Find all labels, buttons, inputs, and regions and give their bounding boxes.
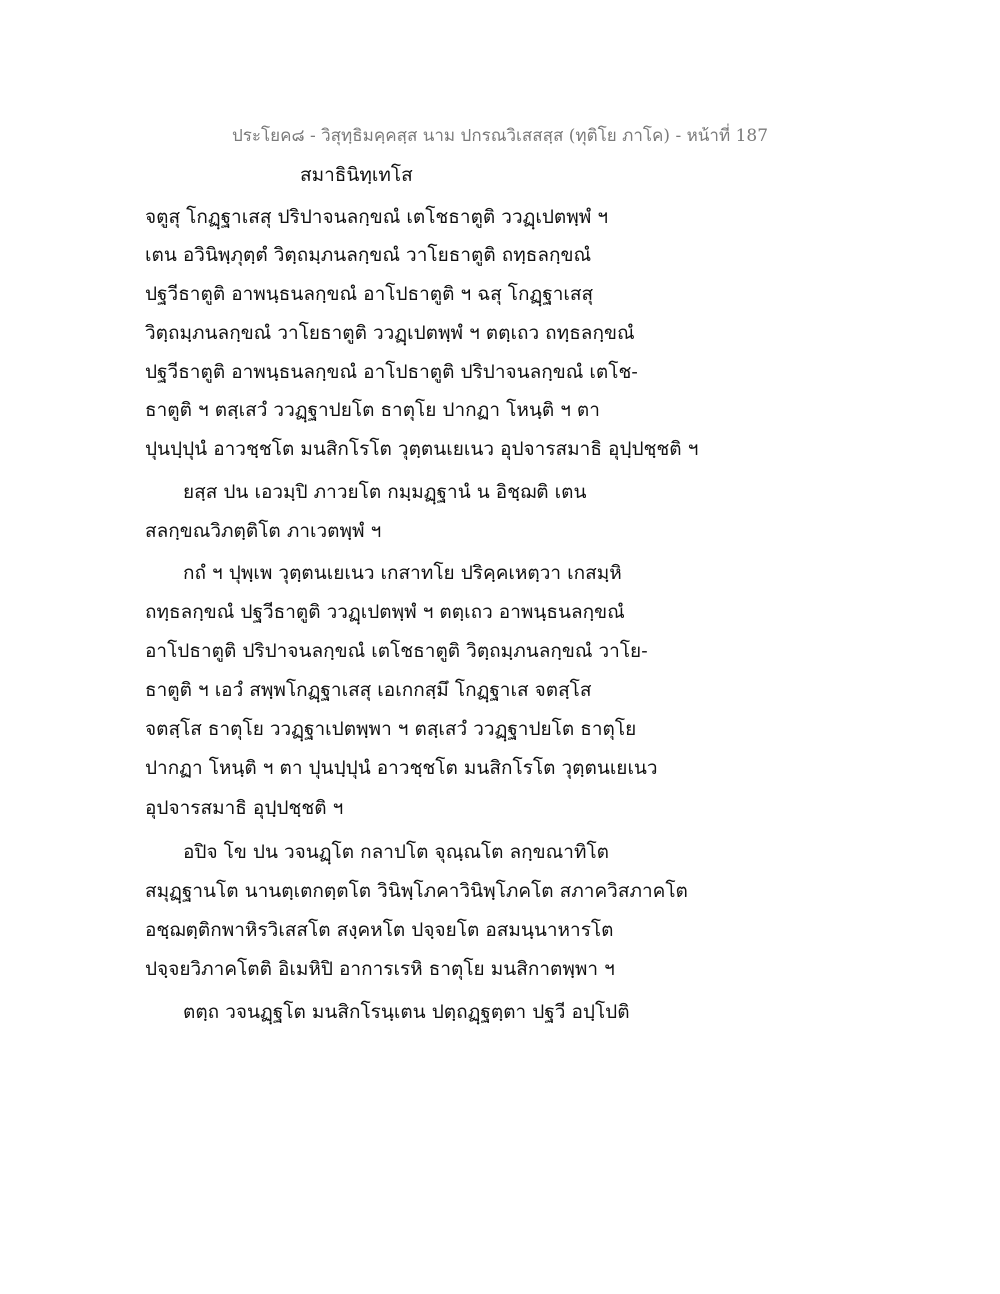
text-line: ปากฏา โหนฺติ ฯ ตา ปุนปฺปุนํ อาวชฺชโต มนสิกโรโต วุตฺตนเยเนว <box>145 757 658 779</box>
text-line: วิตฺถมฺภนลกฺขณํ วาโยธาตูติ ววฏฺเปตพฺพํ ฯ ตตฺเถว ถทฺธลกฺขณํ <box>145 322 635 344</box>
text-line: ปุนปฺปุนํ อาวชฺชโต มนสิกโรโต วุตฺตนเยเนว อุปจารสมาธิ อุปฺปชฺชติ ฯ <box>145 438 699 460</box>
text-line: สลกฺขณวิภตฺติโต ภาเวตพฺพํ ฯ <box>145 520 382 542</box>
section-heading: สมาธินิทฺเทโส <box>300 164 413 186</box>
text-line: เตน อวินิพฺภุตฺตํ วิตฺถมฺภนลกฺขณํ วาโยธาตูติ ถทฺธลกฺขณํ <box>145 244 592 266</box>
text-line: ธาตูติ ฯ เอวํ สพฺพโกฏฺฐาเสสุ เอเกกสฺมึ โกฏฺฐาเส จตสฺโส <box>145 679 592 701</box>
text-line: สมุฏฺฐานโต นานตฺเตกตฺตโต วินิพฺโภคาวินิพฺโภคโต สภาควิสภาคโต <box>145 880 688 902</box>
text-line: อาโปธาตูติ ปริปาจนลกฺขณํ เตโชธาตูติ วิตฺถมฺภนลกฺขณํ วาโย- <box>145 640 648 662</box>
text-line: ธาตูติ ฯ ตสฺเสวํ ววฏฺฐาปยโต ธาตุโย ปากฏา โหนฺติ ฯ ตา <box>145 399 600 421</box>
text-line: อชฺฌตฺติกพาหิรวิเสสโต สงฺคหโต ปจฺจยโต อสมนฺนาหารโต <box>145 919 614 941</box>
paragraph-first-line: ยสฺส ปน เอวมฺปิ ภาวยโต กมฺมฏฺฐานํ น อิชฺฌติ เตน <box>183 481 587 503</box>
text-line: จตสฺโส ธาตุโย ววฏฺฐาเปตพฺพา ฯ ตสฺเสวํ ววฏฺฐาปยโต ธาตุโย <box>145 718 637 740</box>
text-line: ปฐวีธาตูติ อาพนฺธนลกฺขณํ อาโปธาตูติ ปริปาจนลกฺขณํ เตโช- <box>145 361 638 383</box>
paragraph-first-line: กถํ ฯ ปุพฺเพ วุตฺตนเยเนว เกสาทโย ปริคฺคเหตฺวา เกสมฺหิ <box>183 562 622 584</box>
paragraph-first-line: ตตฺถ วจนฏฺฐโต มนสิกโรนฺเตน ปตฺถฏฺฐตฺตา ปฐวี อปฺโปติ <box>183 1001 630 1023</box>
text-line: อุปจารสมาธิ อุปฺปชฺชติ ฯ <box>145 797 344 819</box>
paragraph-first-line: อปิจ โข ปน วจนฏฺโต กลาปโต จุณฺณโต ลกฺขณาทิโต <box>183 841 610 863</box>
page-header: ประโยค๘ - วิสุทฺธิมคฺคสฺส นาม ปกรณวิเสสสฺส (ทุติโย ภาโค) - หน้าที่ 187 <box>231 126 769 146</box>
text-line: ถทฺธลกฺขณํ ปฐวีธาตูติ ววฏฺเปตพฺพํ ฯ ตตฺเถว อาพนฺธนลกฺขณํ <box>145 601 625 623</box>
text-line: ปฐวีธาตูติ อาพนฺธนลกฺขณํ อาโปธาตูติ ฯ ฉสุ โกฏฺฐาเสสุ <box>145 283 594 305</box>
text-line: ปจฺจยวิภาคโตติ อิเมหิปิ อาการเรหิ ธาตุโย มนสิกาตพฺพา ฯ <box>145 958 615 980</box>
text-line: จตูสุ โกฏฺฐาเสสุ ปริปาจนลกฺขณํ เตโชธาตูติ ววฏฺเปตพฺพํ ฯ <box>145 206 609 228</box>
